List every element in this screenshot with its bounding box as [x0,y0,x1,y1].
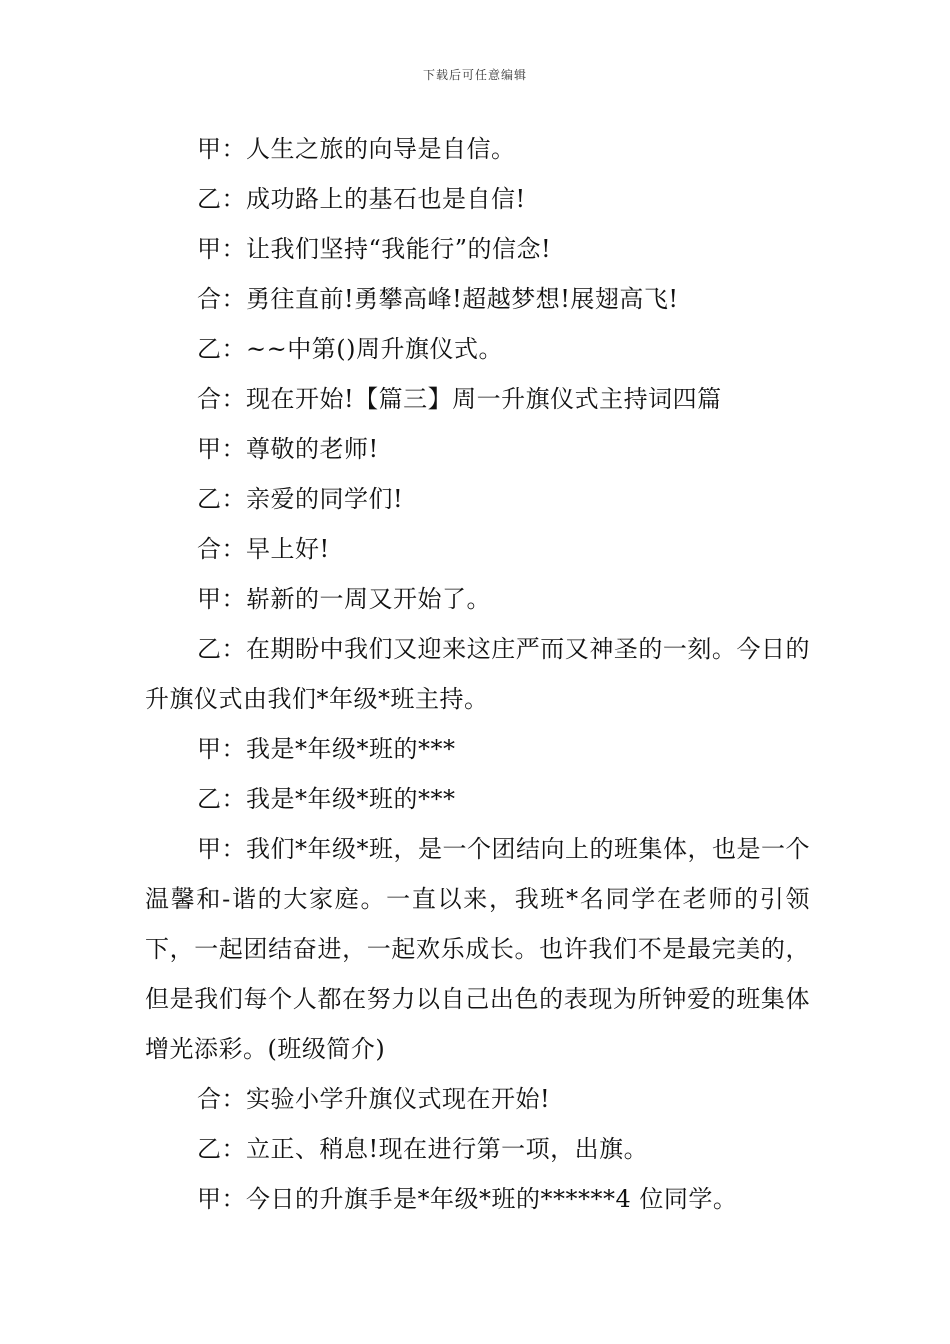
paragraph: 合：现在开始!【篇三】周一升旗仪式主持词四篇 [197,385,722,413]
paragraph: 甲：尊敬的老师! [197,435,379,463]
page-header: 下载后可任意编辑 [422,68,527,82]
paragraph: 甲：崭新的一周又开始了。 [197,585,491,613]
paragraph: 乙：成功路上的基石也是自信! [197,185,526,213]
paragraph: 合：勇往直前!勇攀高峰!超越梦想!展翅高飞! [197,285,679,313]
paragraph: 乙：立正、稍息!现在进行第一项，出旗。 [197,1135,649,1163]
document-body [145,124,810,1224]
paragraph: 乙：在期盼中我们又迎来这庄严而又神圣的一刻。今日的升旗仪式由我们*年级*班主持。 [145,635,810,713]
paragraph: 甲：今日的升旗手是*年级*班的******4 位同学。 [197,1185,738,1213]
paragraph: 乙：亲爱的同学们! [197,485,404,513]
paragraph: 甲：我是*年级*班的*** [197,735,456,763]
paragraph: 甲：让我们坚持“我能行”的信念! [197,235,552,263]
paragraph: 合：实验小学升旗仪式现在开始! [197,1085,551,1113]
paragraph: 甲：我们*年级*班，是一个团结向上的班集体，也是一个温馨和-谐的大家庭。一直以来，我班*名同学在老师的引领下，一起团结奋进，一起欢乐成长。也许我们不是最完美的，但是我们每个人都在努力以自己出色的表现为所钟爱的班集体增光添彩。(班级简介) [145,835,810,1063]
paragraph: 甲：人生之旅的向导是自信。 [197,135,516,163]
paragraph: 乙：~~中第()周升旗仪式。 [197,335,503,363]
paragraph: 合：早上好! [197,535,330,563]
paragraph: 乙：我是*年级*班的*** [197,785,456,813]
